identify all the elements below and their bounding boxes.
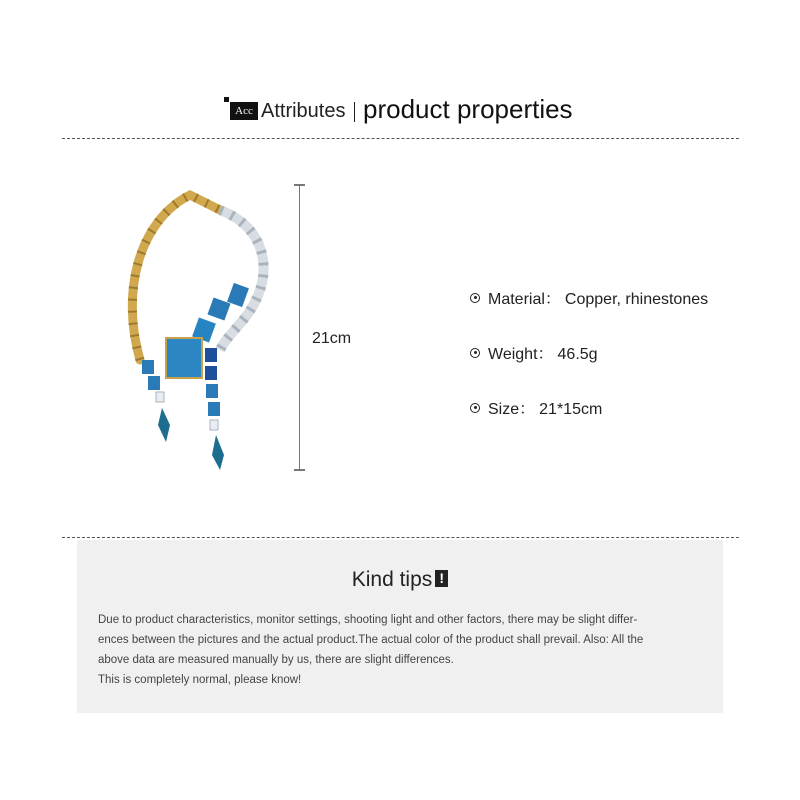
spec-value: Copper, rhinestones [564, 291, 709, 308]
tips-line: above data are measured manually by us, there are slight differences. [98, 654, 454, 666]
attributes-label: Attributes [261, 100, 346, 122]
divider-top [62, 138, 739, 139]
page-title: product properties [363, 94, 573, 124]
spec-value: 21*15cm [539, 401, 603, 418]
spec-label: Weight： [488, 346, 554, 363]
tips-title-row [77, 568, 723, 592]
warning-icon: ! [435, 570, 448, 587]
badge-dot [224, 97, 229, 102]
section-header [0, 92, 800, 132]
ruler-cap-bottom [294, 469, 305, 471]
tips-text [98, 610, 710, 690]
tips-title: Kind tips [351, 568, 433, 591]
bullet-icon [470, 293, 480, 303]
spec-weight [470, 341, 598, 364]
product-image [100, 170, 280, 490]
spec-size [470, 396, 602, 419]
tips-line: This is completely normal, please know! [98, 674, 302, 686]
dimension-ruler [299, 185, 300, 470]
kind-tips-box [77, 540, 723, 713]
bullet-icon [470, 403, 480, 413]
collar-necklace-image [100, 170, 280, 490]
tips-line: Due to product characteristics, monitor settings, shooting light and other factors, there may be slight differ- [98, 614, 638, 626]
dimension-label: 21cm [312, 330, 352, 347]
spec-label: Size： [488, 401, 536, 418]
header-separator [354, 102, 355, 122]
spec-label: Material： [488, 291, 561, 308]
divider-bottom [62, 537, 739, 538]
spec-value: 46.5g [557, 346, 598, 363]
tips-line: ences between the pictures and the actual product.The actual color of the product shall prevail. Also: All the [98, 634, 644, 646]
spec-material [470, 286, 708, 309]
header-badge: Acc [230, 102, 258, 120]
bullet-icon [470, 348, 480, 358]
